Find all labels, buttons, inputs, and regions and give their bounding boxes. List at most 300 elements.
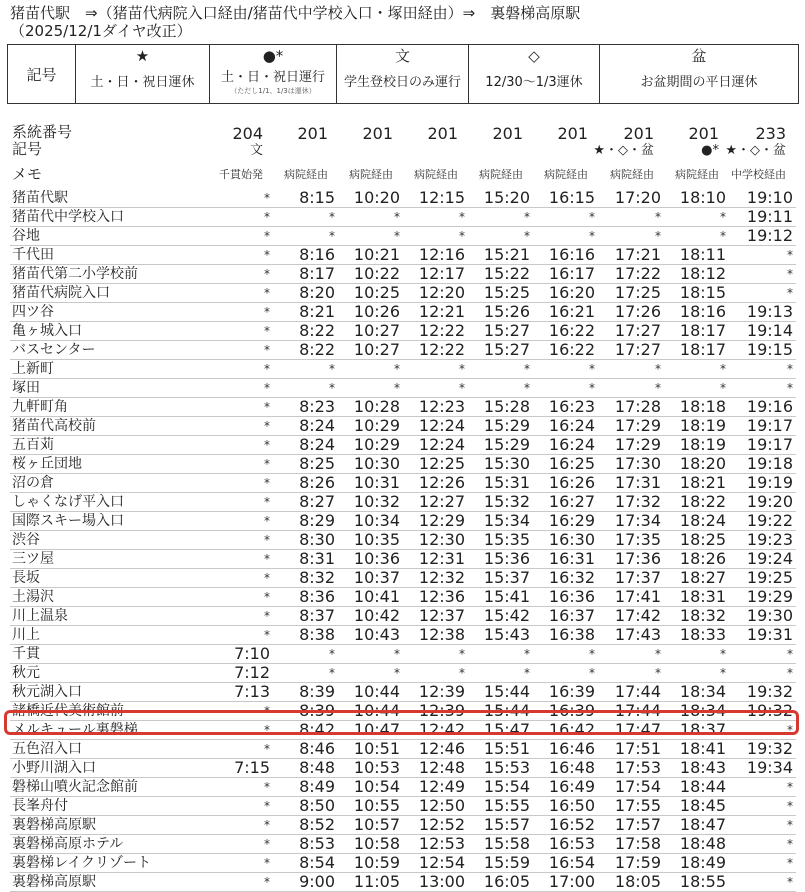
time-cell: * bbox=[210, 531, 273, 550]
stop-name: 秋元 bbox=[10, 664, 210, 683]
time-cell: 10:20 bbox=[338, 189, 403, 208]
time-cell: 12:24 bbox=[403, 436, 468, 455]
system-number: 201 bbox=[427, 124, 458, 143]
legend-item bbox=[210, 45, 337, 104]
time-cell: 15:43 bbox=[468, 626, 533, 645]
time-cell: 12:37 bbox=[403, 607, 468, 626]
time-cell: 15:29 bbox=[468, 417, 533, 436]
time-cell: 18:24 bbox=[664, 512, 729, 531]
time-cell: 10:44 bbox=[338, 702, 403, 721]
time-cell: * bbox=[598, 664, 664, 683]
time-cell: * bbox=[729, 645, 796, 664]
time-cell: 15:57 bbox=[468, 816, 533, 835]
time-cell: * bbox=[210, 398, 273, 417]
legend-item bbox=[76, 45, 210, 104]
table-row bbox=[10, 759, 796, 778]
time-cell: 16:29 bbox=[533, 512, 598, 531]
time-cell: 18:10 bbox=[664, 189, 729, 208]
legend-symbol: ◇ bbox=[528, 47, 540, 65]
time-cell: 17:25 bbox=[598, 284, 664, 303]
time-cell: 19:13 bbox=[729, 303, 796, 322]
time-cell: 19:14 bbox=[729, 322, 796, 341]
stop-name: 磐梯山噴火記念館前 bbox=[10, 778, 210, 797]
time-cell: * bbox=[338, 227, 403, 246]
time-cell: 19:23 bbox=[729, 531, 796, 550]
time-cell: 16:24 bbox=[533, 436, 598, 455]
table-row bbox=[10, 246, 796, 265]
stop-name: しゃくなげ平入口 bbox=[10, 493, 210, 512]
legend-symbol: ★ bbox=[135, 47, 150, 65]
stop-name: 裏磐梯高原ホテル bbox=[10, 835, 210, 854]
time-cell: * bbox=[729, 854, 796, 873]
legend-item bbox=[600, 45, 799, 104]
table-row bbox=[10, 740, 796, 759]
time-cell: 12:42 bbox=[403, 721, 468, 740]
time-cell: 18:20 bbox=[664, 455, 729, 474]
time-cell: 17:30 bbox=[598, 455, 664, 474]
time-cell: 12:49 bbox=[403, 778, 468, 797]
time-cell: 17:36 bbox=[598, 550, 664, 569]
time-cell: 12:15 bbox=[403, 189, 468, 208]
table-row bbox=[10, 341, 796, 360]
time-cell: * bbox=[273, 379, 338, 398]
time-cell: * bbox=[210, 816, 273, 835]
stop-name: 五百苅 bbox=[10, 436, 210, 455]
time-cell: 8:42 bbox=[273, 721, 338, 740]
time-cell: * bbox=[729, 797, 796, 816]
time-cell: 18:33 bbox=[664, 626, 729, 645]
time-cell: 12:22 bbox=[403, 322, 468, 341]
time-cell: 18:32 bbox=[664, 607, 729, 626]
time-cell: 17:29 bbox=[598, 436, 664, 455]
time-cell: 10:34 bbox=[338, 512, 403, 531]
legend-text: お盆期間の平日運休 bbox=[640, 75, 758, 90]
time-cell: * bbox=[210, 512, 273, 531]
stop-name: 裏磐梯レイクリゾート bbox=[10, 854, 210, 873]
time-cell: * bbox=[729, 379, 796, 398]
stop-name: 猪苗代駅 bbox=[10, 189, 210, 208]
stop-name: 猪苗代中学校入口 bbox=[10, 208, 210, 227]
time-cell: 15:32 bbox=[468, 493, 533, 512]
time-cell: 12:21 bbox=[403, 303, 468, 322]
time-cell: * bbox=[729, 360, 796, 379]
time-cell: * bbox=[273, 664, 338, 683]
time-cell: 8:23 bbox=[273, 398, 338, 417]
time-cell: 12:32 bbox=[403, 569, 468, 588]
time-cell: 8:48 bbox=[273, 759, 338, 778]
stop-name: 三ツ屋 bbox=[10, 550, 210, 569]
time-cell: 12:39 bbox=[403, 683, 468, 702]
table-row bbox=[10, 303, 796, 322]
time-cell: 18:15 bbox=[664, 284, 729, 303]
time-cell: * bbox=[533, 360, 598, 379]
time-cell: 15:47 bbox=[468, 721, 533, 740]
time-cell: 11:05 bbox=[338, 873, 403, 892]
time-cell: * bbox=[468, 664, 533, 683]
time-cell: 12:48 bbox=[403, 759, 468, 778]
time-cell: 10:58 bbox=[338, 835, 403, 854]
time-cell: 17:27 bbox=[598, 341, 664, 360]
time-cell: 17:55 bbox=[598, 797, 664, 816]
time-cell: 18:19 bbox=[664, 436, 729, 455]
time-cell: 19:30 bbox=[729, 607, 796, 626]
system-number: 201 bbox=[557, 124, 588, 143]
stop-name: 猪苗代高校前 bbox=[10, 417, 210, 436]
table-row bbox=[10, 455, 796, 474]
time-cell: 16:52 bbox=[533, 816, 598, 835]
time-cell: 16:20 bbox=[533, 284, 598, 303]
time-cell: 12:46 bbox=[403, 740, 468, 759]
time-cell: * bbox=[210, 208, 273, 227]
column-mark: ★・◇・盆 bbox=[725, 143, 786, 158]
time-cell: 18:21 bbox=[664, 474, 729, 493]
time-cell: 17:58 bbox=[598, 835, 664, 854]
time-cell: 16:39 bbox=[533, 702, 598, 721]
time-cell: 17:27 bbox=[598, 322, 664, 341]
stop-name: 裏磐梯高原駅 bbox=[10, 816, 210, 835]
column-memo: 病院経由 bbox=[414, 168, 458, 181]
time-cell: 18:16 bbox=[664, 303, 729, 322]
time-cell: 8:22 bbox=[273, 341, 338, 360]
time-cell: 8:21 bbox=[273, 303, 338, 322]
time-cell: 10:35 bbox=[338, 531, 403, 550]
time-cell: * bbox=[210, 227, 273, 246]
table-row bbox=[10, 322, 796, 341]
time-cell: * bbox=[210, 873, 273, 892]
time-cell: 12:27 bbox=[403, 493, 468, 512]
time-cell: 18:25 bbox=[664, 531, 729, 550]
stop-name: 五色沼入口 bbox=[10, 740, 210, 759]
time-cell: 8:31 bbox=[273, 550, 338, 569]
time-cell: 8:32 bbox=[273, 569, 338, 588]
time-cell: 17:54 bbox=[598, 778, 664, 797]
time-cell: 18:11 bbox=[664, 246, 729, 265]
time-cell: * bbox=[210, 379, 273, 398]
time-cell: * bbox=[729, 664, 796, 683]
time-cell: 16:16 bbox=[533, 246, 598, 265]
time-cell: * bbox=[533, 208, 598, 227]
table-row bbox=[10, 398, 796, 417]
time-cell: * bbox=[210, 588, 273, 607]
time-cell: 10:51 bbox=[338, 740, 403, 759]
time-cell: 8:15 bbox=[273, 189, 338, 208]
time-cell: * bbox=[210, 550, 273, 569]
time-cell: 7:12 bbox=[210, 664, 273, 683]
time-cell: 10:29 bbox=[338, 436, 403, 455]
time-cell: 15:28 bbox=[468, 398, 533, 417]
time-cell: 8:53 bbox=[273, 835, 338, 854]
time-cell: 16:38 bbox=[533, 626, 598, 645]
time-cell: 19:11 bbox=[729, 208, 796, 227]
time-cell: * bbox=[210, 455, 273, 474]
stop-name: 猪苗代病院入口 bbox=[10, 284, 210, 303]
highlight-box bbox=[4, 710, 799, 735]
time-cell: * bbox=[533, 227, 598, 246]
stop-name: 谷地 bbox=[10, 227, 210, 246]
table-row bbox=[10, 512, 796, 531]
time-cell: * bbox=[598, 227, 664, 246]
time-cell: 15:42 bbox=[468, 607, 533, 626]
time-cell: 12:17 bbox=[403, 265, 468, 284]
time-cell: 18:48 bbox=[664, 835, 729, 854]
time-cell: * bbox=[210, 835, 273, 854]
time-cell: * bbox=[729, 246, 796, 265]
table-row bbox=[10, 493, 796, 512]
time-cell: 15:30 bbox=[468, 455, 533, 474]
time-cell: 17:51 bbox=[598, 740, 664, 759]
stop-name: 九軒町角 bbox=[10, 398, 210, 417]
time-cell: 10:27 bbox=[338, 341, 403, 360]
time-cell: 12:36 bbox=[403, 588, 468, 607]
column-memo: 千貫始発 bbox=[219, 168, 263, 181]
time-cell: 15:44 bbox=[468, 683, 533, 702]
table-row bbox=[10, 531, 796, 550]
table-row bbox=[10, 379, 796, 398]
time-cell: 10:41 bbox=[338, 588, 403, 607]
time-cell: 17:53 bbox=[598, 759, 664, 778]
stop-name: 川上 bbox=[10, 626, 210, 645]
time-cell: 19:17 bbox=[729, 436, 796, 455]
timetable bbox=[10, 189, 796, 892]
time-cell: 18:49 bbox=[664, 854, 729, 873]
time-cell: * bbox=[664, 379, 729, 398]
time-cell: 15:55 bbox=[468, 797, 533, 816]
time-cell: 8:26 bbox=[273, 474, 338, 493]
system-number: 201 bbox=[362, 124, 393, 143]
time-cell: 18:17 bbox=[664, 322, 729, 341]
time-cell: * bbox=[210, 740, 273, 759]
stop-name: 国際スキー場入口 bbox=[10, 512, 210, 531]
time-cell: 18:12 bbox=[664, 265, 729, 284]
time-cell: 15:25 bbox=[468, 284, 533, 303]
time-cell: 12:54 bbox=[403, 854, 468, 873]
time-cell: 10:44 bbox=[338, 683, 403, 702]
time-cell: 18:05 bbox=[598, 873, 664, 892]
time-cell: 8:16 bbox=[273, 246, 338, 265]
time-cell: 18:27 bbox=[664, 569, 729, 588]
system-number: 201 bbox=[492, 124, 523, 143]
time-cell: 12:24 bbox=[403, 417, 468, 436]
time-cell: 8:22 bbox=[273, 322, 338, 341]
time-cell: * bbox=[338, 360, 403, 379]
time-cell: * bbox=[273, 360, 338, 379]
time-cell: 16:17 bbox=[533, 265, 598, 284]
time-cell: 8:37 bbox=[273, 607, 338, 626]
time-cell: 18:41 bbox=[664, 740, 729, 759]
table-row bbox=[10, 284, 796, 303]
time-cell: 10:53 bbox=[338, 759, 403, 778]
time-cell: 17:26 bbox=[598, 303, 664, 322]
time-cell: * bbox=[210, 322, 273, 341]
time-cell: 12:30 bbox=[403, 531, 468, 550]
time-cell: * bbox=[468, 645, 533, 664]
time-cell: 10:57 bbox=[338, 816, 403, 835]
time-cell: 10:27 bbox=[338, 322, 403, 341]
stop-name: 千貫 bbox=[10, 645, 210, 664]
time-cell: 12:22 bbox=[403, 341, 468, 360]
time-cell: * bbox=[273, 208, 338, 227]
column-memo: 中学校経由 bbox=[731, 168, 786, 181]
stop-name: 上新町 bbox=[10, 360, 210, 379]
time-cell: * bbox=[598, 379, 664, 398]
time-cell: * bbox=[338, 208, 403, 227]
time-cell: 16:24 bbox=[533, 417, 598, 436]
time-cell: 15:41 bbox=[468, 588, 533, 607]
time-cell: 12:25 bbox=[403, 455, 468, 474]
time-cell: * bbox=[210, 797, 273, 816]
table-row bbox=[10, 474, 796, 493]
time-cell: 8:36 bbox=[273, 588, 338, 607]
time-cell: 17:29 bbox=[598, 417, 664, 436]
time-cell: 17:44 bbox=[598, 702, 664, 721]
legend-text: 土・日・祝日運行 bbox=[220, 70, 325, 85]
time-cell: * bbox=[210, 607, 273, 626]
time-cell: * bbox=[210, 246, 273, 265]
time-cell: 19:12 bbox=[729, 227, 796, 246]
time-cell: 15:21 bbox=[468, 246, 533, 265]
column-memo: 病院経由 bbox=[349, 168, 393, 181]
table-row bbox=[10, 607, 796, 626]
table-row bbox=[10, 664, 796, 683]
time-cell: * bbox=[664, 208, 729, 227]
time-cell: 7:15 bbox=[210, 759, 273, 778]
time-cell: 17:57 bbox=[598, 816, 664, 835]
memo-row-label: メモ bbox=[12, 165, 43, 183]
time-cell: 19:10 bbox=[729, 189, 796, 208]
time-cell: 15:53 bbox=[468, 759, 533, 778]
time-cell: 16:48 bbox=[533, 759, 598, 778]
time-cell: 16:39 bbox=[533, 683, 598, 702]
time-cell: 16:49 bbox=[533, 778, 598, 797]
stop-name: 長坂 bbox=[10, 569, 210, 588]
time-cell: 16:36 bbox=[533, 588, 598, 607]
time-cell: 18:17 bbox=[664, 341, 729, 360]
time-cell: * bbox=[210, 417, 273, 436]
legend-symbol: ●* bbox=[262, 47, 284, 65]
time-cell: 16:46 bbox=[533, 740, 598, 759]
time-cell: 18:26 bbox=[664, 550, 729, 569]
time-cell: 10:42 bbox=[338, 607, 403, 626]
time-cell: 15:31 bbox=[468, 474, 533, 493]
stop-name: メルキュール裏磐梯 bbox=[10, 721, 210, 740]
time-cell: 19:29 bbox=[729, 588, 796, 607]
time-cell: 8:52 bbox=[273, 816, 338, 835]
time-cell: 12:29 bbox=[403, 512, 468, 531]
time-cell: * bbox=[729, 778, 796, 797]
time-cell: 10:43 bbox=[338, 626, 403, 645]
table-row bbox=[10, 189, 796, 208]
time-cell: 12:50 bbox=[403, 797, 468, 816]
time-cell: * bbox=[338, 379, 403, 398]
time-cell: * bbox=[210, 474, 273, 493]
time-cell: * bbox=[598, 645, 664, 664]
time-cell: * bbox=[210, 303, 273, 322]
time-cell: * bbox=[403, 645, 468, 664]
time-cell: 16:15 bbox=[533, 189, 598, 208]
system-number: 201 bbox=[623, 124, 654, 143]
time-cell: 16:22 bbox=[533, 322, 598, 341]
column-mark: 文 bbox=[249, 143, 263, 158]
time-cell: * bbox=[664, 645, 729, 664]
time-cell: 17:35 bbox=[598, 531, 664, 550]
time-cell: 19:32 bbox=[729, 683, 796, 702]
time-cell: 16:32 bbox=[533, 569, 598, 588]
table-row bbox=[10, 265, 796, 284]
time-cell: 17:41 bbox=[598, 588, 664, 607]
table-row bbox=[10, 873, 796, 892]
time-cell: * bbox=[533, 664, 598, 683]
time-cell: 12:31 bbox=[403, 550, 468, 569]
time-cell: 12:39 bbox=[403, 702, 468, 721]
table-row bbox=[10, 569, 796, 588]
table-row bbox=[10, 550, 796, 569]
time-cell: 18:43 bbox=[664, 759, 729, 778]
time-cell: 19:19 bbox=[729, 474, 796, 493]
time-cell: * bbox=[210, 778, 273, 797]
time-cell: * bbox=[403, 227, 468, 246]
table-row bbox=[10, 835, 796, 854]
stop-name: 四ツ谷 bbox=[10, 303, 210, 322]
time-cell: 17:00 bbox=[533, 873, 598, 892]
time-cell: 16:21 bbox=[533, 303, 598, 322]
time-cell: 12:38 bbox=[403, 626, 468, 645]
time-cell: * bbox=[210, 265, 273, 284]
time-cell: * bbox=[338, 664, 403, 683]
column-mark: ★・◇・盆 bbox=[593, 143, 654, 158]
time-cell: * bbox=[210, 626, 273, 645]
table-row bbox=[10, 588, 796, 607]
time-cell: 15:26 bbox=[468, 303, 533, 322]
time-cell: 18:18 bbox=[664, 398, 729, 417]
time-cell: * bbox=[403, 360, 468, 379]
time-cell: * bbox=[210, 854, 273, 873]
time-cell: 16:54 bbox=[533, 854, 598, 873]
time-cell: 15:36 bbox=[468, 550, 533, 569]
table-row bbox=[10, 797, 796, 816]
time-cell: 15:34 bbox=[468, 512, 533, 531]
time-cell: 8:38 bbox=[273, 626, 338, 645]
time-cell: 8:54 bbox=[273, 854, 338, 873]
time-cell: 18:45 bbox=[664, 797, 729, 816]
time-cell: 17:28 bbox=[598, 398, 664, 417]
time-cell: 18:31 bbox=[664, 588, 729, 607]
time-cell: 17:31 bbox=[598, 474, 664, 493]
time-cell: * bbox=[729, 816, 796, 835]
stop-name: 土湯沢 bbox=[10, 588, 210, 607]
time-cell: * bbox=[403, 208, 468, 227]
stop-name: 小野川湖入口 bbox=[10, 759, 210, 778]
time-cell: 8:30 bbox=[273, 531, 338, 550]
time-cell: 12:53 bbox=[403, 835, 468, 854]
time-cell: * bbox=[664, 360, 729, 379]
time-cell: 19:31 bbox=[729, 626, 796, 645]
system-number: 201 bbox=[297, 124, 328, 143]
table-row bbox=[10, 208, 796, 227]
column-mark: ●* bbox=[701, 143, 719, 158]
time-cell: * bbox=[338, 645, 403, 664]
time-cell: * bbox=[210, 721, 273, 740]
time-cell: * bbox=[273, 227, 338, 246]
system-number: 201 bbox=[688, 124, 719, 143]
time-cell: 10:21 bbox=[338, 246, 403, 265]
time-cell: * bbox=[210, 189, 273, 208]
time-cell: 18:37 bbox=[664, 721, 729, 740]
time-cell: 16:53 bbox=[533, 835, 598, 854]
time-cell: 8:27 bbox=[273, 493, 338, 512]
system-number: 233 bbox=[755, 124, 786, 143]
time-cell: 16:30 bbox=[533, 531, 598, 550]
stop-name: 川上温泉 bbox=[10, 607, 210, 626]
